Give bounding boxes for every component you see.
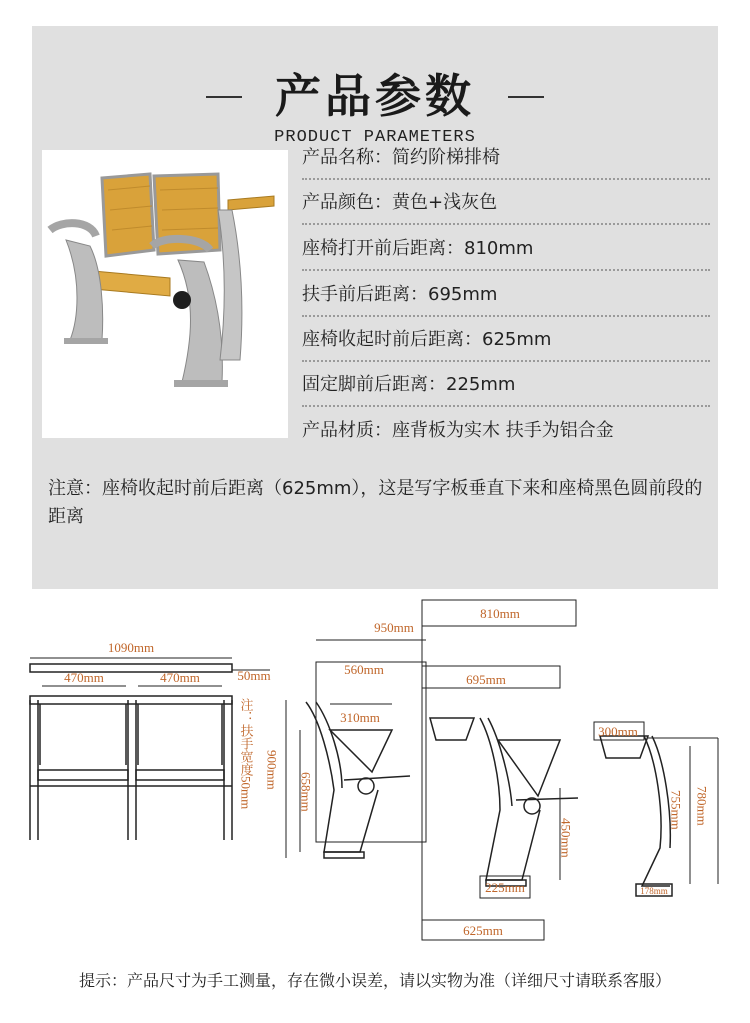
param-material: 产品材质：座背板为实木 扶手为铝合金 [302, 420, 614, 441]
param-arm-distance: 扶手前后距离：695mm [302, 284, 498, 305]
footer-tip: 提示：产品尺寸为手工测量，存在微小误差，请以实物为准（详细尺寸请联系客服） [78, 971, 671, 990]
param-divider [302, 178, 710, 180]
param-open-distance: 座椅打开前后距离：810mm [302, 238, 534, 259]
dim-closed-distance: 625mm [463, 923, 503, 938]
dim-side-seat-depth: 560mm [344, 662, 384, 677]
dim-arm-distance: 695mm [466, 672, 506, 687]
dim-side-seat-height: 658mm [298, 772, 314, 812]
dim-foot: 225mm [485, 880, 525, 895]
front-view-drawing [30, 664, 232, 840]
dim-desk-inner-height: 755mm [668, 790, 684, 830]
param-divider [302, 315, 710, 317]
dim-desk-height: 780mm [694, 786, 710, 826]
dim-desk-depth: 300mm [598, 724, 638, 739]
title-row [32, 66, 718, 126]
dim-front-seat-left: 470mm [64, 670, 104, 685]
desk-side-drawing [600, 736, 672, 896]
param-closed-distance: 座椅收起时前后距离：625mm [302, 329, 552, 350]
product-photo [42, 150, 288, 438]
param-divider [302, 223, 710, 225]
dim-side-depth: 950mm [374, 620, 414, 635]
page-title: 产品参数 [275, 69, 475, 123]
side-open-drawing [306, 702, 410, 858]
side-folded-drawing [430, 718, 578, 886]
param-divider [302, 269, 710, 271]
param-divider [302, 360, 710, 362]
dim-desk-foot: 178mm [640, 886, 668, 896]
dim-seat-to-desk: 450mm [558, 818, 574, 858]
param-foot-distance: 固定脚前后距离：225mm [302, 374, 516, 395]
dim-side-height: 900mm [264, 750, 280, 790]
param-name: 产品名称：简约阶梯排椅 [302, 147, 500, 168]
dim-front-total: 1090mm [107, 640, 155, 655]
param-color: 产品颜色：黄色+浅灰色 [302, 192, 498, 213]
param-divider [302, 405, 710, 407]
dim-front-armrest: 50mm [237, 668, 271, 683]
dimension-drawings [0, 590, 750, 950]
front-vertical-note: 注：扶手宽度50mm [238, 698, 254, 810]
page-subtitle: PRODUCT PARAMETERS [274, 128, 476, 147]
note-text: 注意：座椅收起时前后距离（625mm），这是写字板垂直下来和座椅黑色圆前段的距离 [48, 478, 703, 527]
chair-illustration [42, 150, 288, 438]
dim-side-back: 310mm [340, 710, 380, 725]
dim-front-seat-right: 470mm [160, 670, 200, 685]
dim-open-distance: 810mm [480, 606, 520, 621]
